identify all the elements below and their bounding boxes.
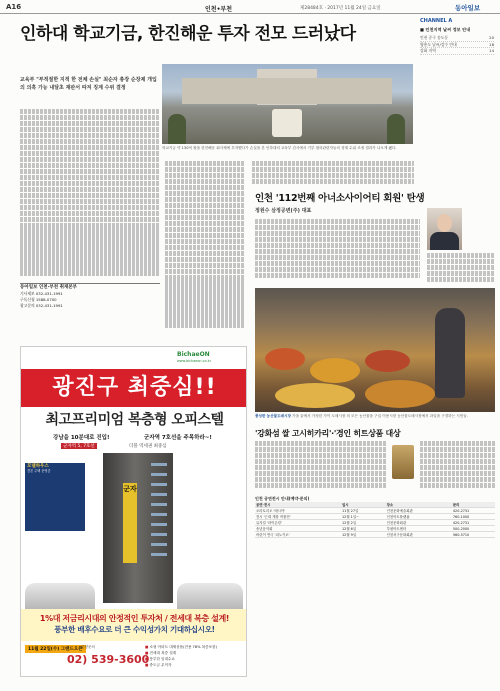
ad-slogan-band xyxy=(21,609,247,641)
ad-open-date: 11월 22일(수) 그랜드오픈 xyxy=(25,645,86,653)
fruit-pile-icon xyxy=(265,348,305,370)
subway-train-icon xyxy=(25,583,95,609)
main-headline[interactable]: 인하대 학교기금, 한진해운 투자 전모 드러났다 xyxy=(20,24,356,44)
page-header xyxy=(0,0,500,14)
event-table xyxy=(255,502,495,538)
ad-footer xyxy=(21,641,247,677)
ad-feature-list xyxy=(145,644,245,668)
interview-headline[interactable]: 인천 '112번째 아너소사이어티 회원' 탄생 xyxy=(255,193,425,204)
article-column xyxy=(427,252,495,286)
face-icon xyxy=(437,214,452,232)
ad-slogan-2: 풍부한 배후수요로 더 큰 수익성가치 기대하십시오! xyxy=(54,625,215,634)
ad-feature: ■ 전세대 복층 설계 xyxy=(145,650,245,656)
tower-sign: 군자 xyxy=(123,483,137,563)
ad-price-note: 더블 역세권 최중심 xyxy=(129,444,167,449)
table-header-row: 공연·전시 일시 장소 문의 xyxy=(255,502,495,508)
table-row: 오라토리오 '메시아' 11월 27일 인천문화예술회관 420-2731 xyxy=(255,508,495,514)
market-caption: 풍성한 농산물도매시장 가을 끝에서 가정한 가이 도매시장 의 모든 농산물을 구입 이용시장 농산물도매시장에서 과일을 구경하는 시민들. xyxy=(255,414,468,418)
ad-location-1: 강남을 10분대로 진입! xyxy=(53,435,110,441)
contact-row: 기사제보 032-431-1991 xyxy=(20,291,63,296)
ad-gallery-title: 모델하우스 xyxy=(27,464,49,469)
table-row: 전시 '근대 개항 작품전' 12월 1일~ 인천아트플랫폼 760-1000 xyxy=(255,514,495,520)
channel-logo: CHANNEL A xyxy=(420,18,453,24)
section-title: 인천•부천 xyxy=(205,6,233,13)
ad-brand-url[interactable]: www.bichaeon.co.kr xyxy=(177,359,211,363)
event-table-title: 인천 공연전시 안내(예약·문의) xyxy=(255,496,310,501)
tree-icon xyxy=(387,114,405,144)
building-wing-icon xyxy=(182,78,392,104)
sidebar-heading: ■ 인천지역 날씨 정보 안내 xyxy=(420,27,471,32)
bottom-headline[interactable]: '강화섬 쌀 고시히카리'·'경인 히트상품 대상 xyxy=(255,429,401,438)
sidebar-item: 영흥도 날씨/강수 안내 18 xyxy=(420,41,494,47)
article-column xyxy=(255,440,387,492)
fruit-pile-icon xyxy=(310,358,360,383)
suit-icon xyxy=(430,232,459,250)
ad-brand-logo: BichaeON xyxy=(177,351,210,358)
ad-feature: ■ 중도금 무이자 xyxy=(145,662,245,668)
contact-row: 구독신청 1588-0700 xyxy=(20,297,57,302)
ad-slogan-1: 1%대 저금리시대의 안정적인 투자처 / 전세대 복층 설계! xyxy=(39,614,230,623)
sidebar-item: 강화 지역 14 xyxy=(420,48,494,53)
subway-train-icon xyxy=(177,583,243,609)
ad-location-2: 군자역 7호선을 주목하라~! xyxy=(144,435,212,441)
contact-row: 광고문의 032-431-1991 xyxy=(20,303,63,308)
market-photo xyxy=(255,288,495,412)
fruit-pile-icon xyxy=(275,383,355,408)
sidebar-item: 인천 중구 송도동 20 xyxy=(420,35,494,40)
ad-headline: 광진구 최중심!! xyxy=(21,369,247,407)
building-tower-icon xyxy=(103,453,173,603)
article-column xyxy=(252,160,414,184)
table-row: 어린이 연극 '피노키오' 12월 9일 인천서구문화회관 560-5710 xyxy=(255,532,495,538)
article-column xyxy=(20,108,160,280)
rice-bag-icon xyxy=(392,445,414,479)
portrait-photo xyxy=(427,208,462,250)
ad-phone-number[interactable]: 02) 539-3600 xyxy=(67,653,150,666)
photo-caption: 학교기금 약 130억 원을 한진해운 회사채에 투자했다가 손실을 본 인하대의 교육부 감사에서 기부 혐의관련자들의 징계 수위 조정 결과가 나오게 됐다. xyxy=(162,146,397,150)
fruit-pile-icon xyxy=(365,380,435,408)
interview-subhead: 정원수 삼정공변(주) 대표 xyxy=(255,208,312,214)
ad-phone-label: 분양문의 xyxy=(81,645,95,649)
issue-info: 제28484호 · 2017년 11월 24일 금요일 xyxy=(300,6,381,11)
campus-photo xyxy=(162,64,413,144)
masthead: 동아일보 xyxy=(455,4,481,12)
apartment-advertisement[interactable] xyxy=(20,346,247,677)
ad-feature: ■ 소형 아파트 대체상품(전용 78% 복층포함) xyxy=(145,644,245,650)
article-column xyxy=(420,440,495,492)
table-row: 송년음악회 12월 6일 부평아트센터 500-2000 xyxy=(255,526,495,532)
page-number: A16 xyxy=(6,3,22,11)
fruit-pile-icon xyxy=(365,350,410,372)
contact-box xyxy=(20,283,160,339)
ad-model-house-panel xyxy=(25,463,85,531)
tree-icon xyxy=(168,114,186,144)
table-row: 뮤지컬 '라이온킹' 12월 2일 인천문화회관 420-2731 xyxy=(255,520,495,526)
ad-price-tag: 군자역 5, 7호선 xyxy=(63,444,95,449)
main-subhead: 교육부 "부적절한 지적 한 전체 손실" 최순자 총장 순장제 개입의 의혹 가능 내달초 재판서 따져 징계 수위 결정 xyxy=(20,77,157,91)
article-column xyxy=(255,218,420,284)
ad-gallery-text: 견본 주택 운영중 xyxy=(27,469,51,474)
ad-subheadline: 최고프리미엄 복층형 오피스텔 xyxy=(45,412,224,428)
ad-feature: ■ 풍부한 임대수요 xyxy=(145,656,245,662)
article-column xyxy=(165,160,245,340)
sidebar xyxy=(420,18,494,186)
person-icon xyxy=(435,308,465,398)
school-sign-icon xyxy=(272,109,302,137)
contact-box-title: 동아일보 인천·부천 취재본부 xyxy=(20,285,78,290)
